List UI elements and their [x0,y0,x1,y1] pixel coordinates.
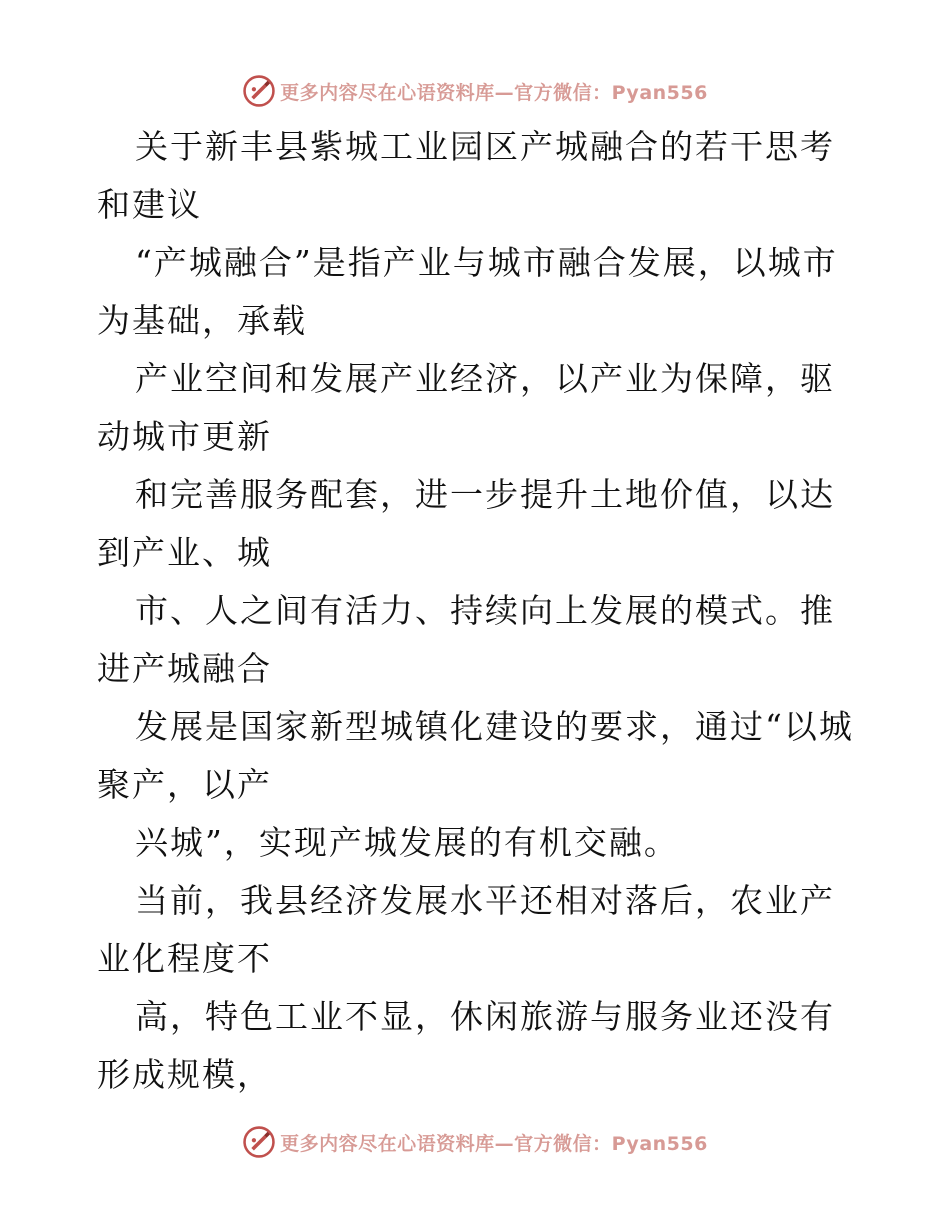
watermark-text: 更多内容尽在心语资料库—官方微信：Pyan556 [280,1132,708,1155]
paragraph: 市、人之间有活力、持续向上发展的模式。推进产城融合 [97,591,835,688]
paragraph: 和完善服务配套，进一步提升土地价值，以达到产业、城 [97,475,835,572]
brand-logo-icon [242,1125,276,1159]
paragraph: 当前，我县经济发展水平还相对落后，农业产业化程度不 [97,881,835,978]
paragraph: 高，特色工业不显，休闲旅游与服务业还没有形成规模， [97,997,835,1094]
paragraph: 兴城”，实现产城发展的有机交融。 [135,823,679,862]
paragraph: 发展是国家新型城镇化建设的要求，通过“以城聚产，以产 [97,707,854,804]
header-watermark [0,71,950,111]
document-title: 关于新丰县紫城工业园区产城融合的若干思考和建议 [97,127,835,224]
paragraph: “产城融合”是指产业与城市融合发展，以城市为基础，承载 [97,243,838,340]
watermark-text: 更多内容尽在心语资料库—官方微信：Pyan556 [280,81,708,104]
footer-watermark [0,1122,950,1162]
brand-logo-icon [242,74,276,108]
paragraph: 产业空间和发展产业经济，以产业为保障，驱动城市更新 [97,359,835,456]
document-body [97,118,857,1104]
